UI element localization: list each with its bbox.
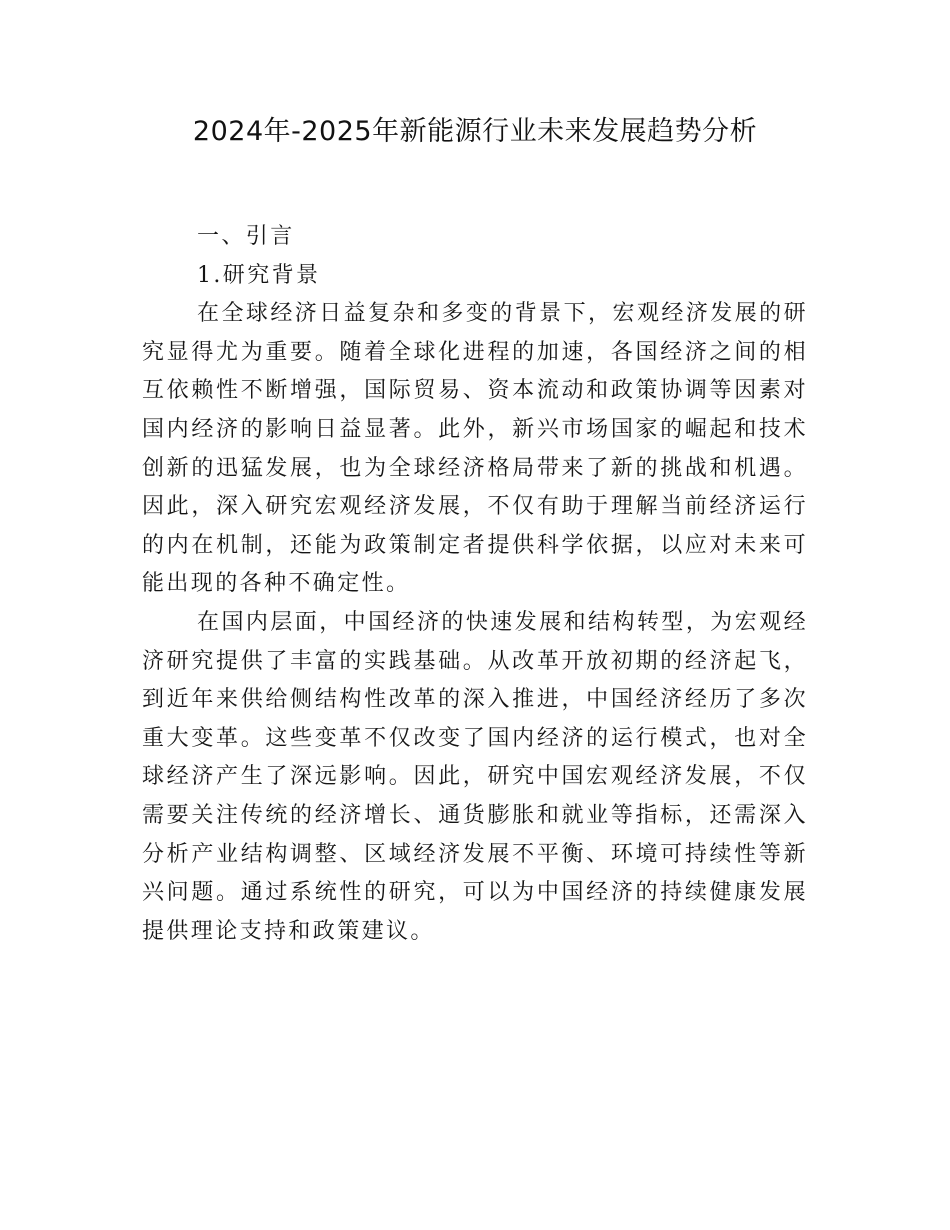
document-title: 2024年-2025年新能源行业未来发展趋势分析 — [192, 116, 758, 147]
body-paragraph: 在国内层面，中国经济的快速发展和结构转型，为宏观经济研究提供了丰富的实践基础。从改革开放初期的经济起飞，到近年来供给侧结构性改革的深入推进，中国经济经历了多次重大变革。这些变革不仅改变了国内经济的运行模式，也对全球经济产生了深远影响。因此，研究中国宏观经济发展，不仅需要关注传统的经济增长、通货膨胀和就业等指标，还需深入分析产业结构调整、区域经济发展不平衡、环境可持续性等新兴问题。通过系统性的研究，可以为中国经济的持续健康发展提供理论支持和政策建议。 — [142, 609, 808, 944]
body-paragraph: 在全球经济日益复杂和多变的背景下，宏观经济发展的研究显得尤为重要。随着全球化进程的加速，各国经济之间的相互依赖性不断增强，国际贸易、资本流动和政策协调等因素对国内经济的影响日益显著。此外，新兴市场国家的崛起和技术创新的迅猛发展，也为全球经济格局带来了新的挑战和机遇。因此，深入研究宏观经济发展，不仅有助于理解当前经济运行的内在机制，还能为政策制定者提供科学依据，以应对未来可能出现的各种不确定性。 — [142, 301, 808, 597]
document-body — [142, 218, 808, 951]
section-heading: 一、引言 — [197, 224, 295, 249]
subsection-heading: 1.研究背景 — [197, 262, 321, 288]
